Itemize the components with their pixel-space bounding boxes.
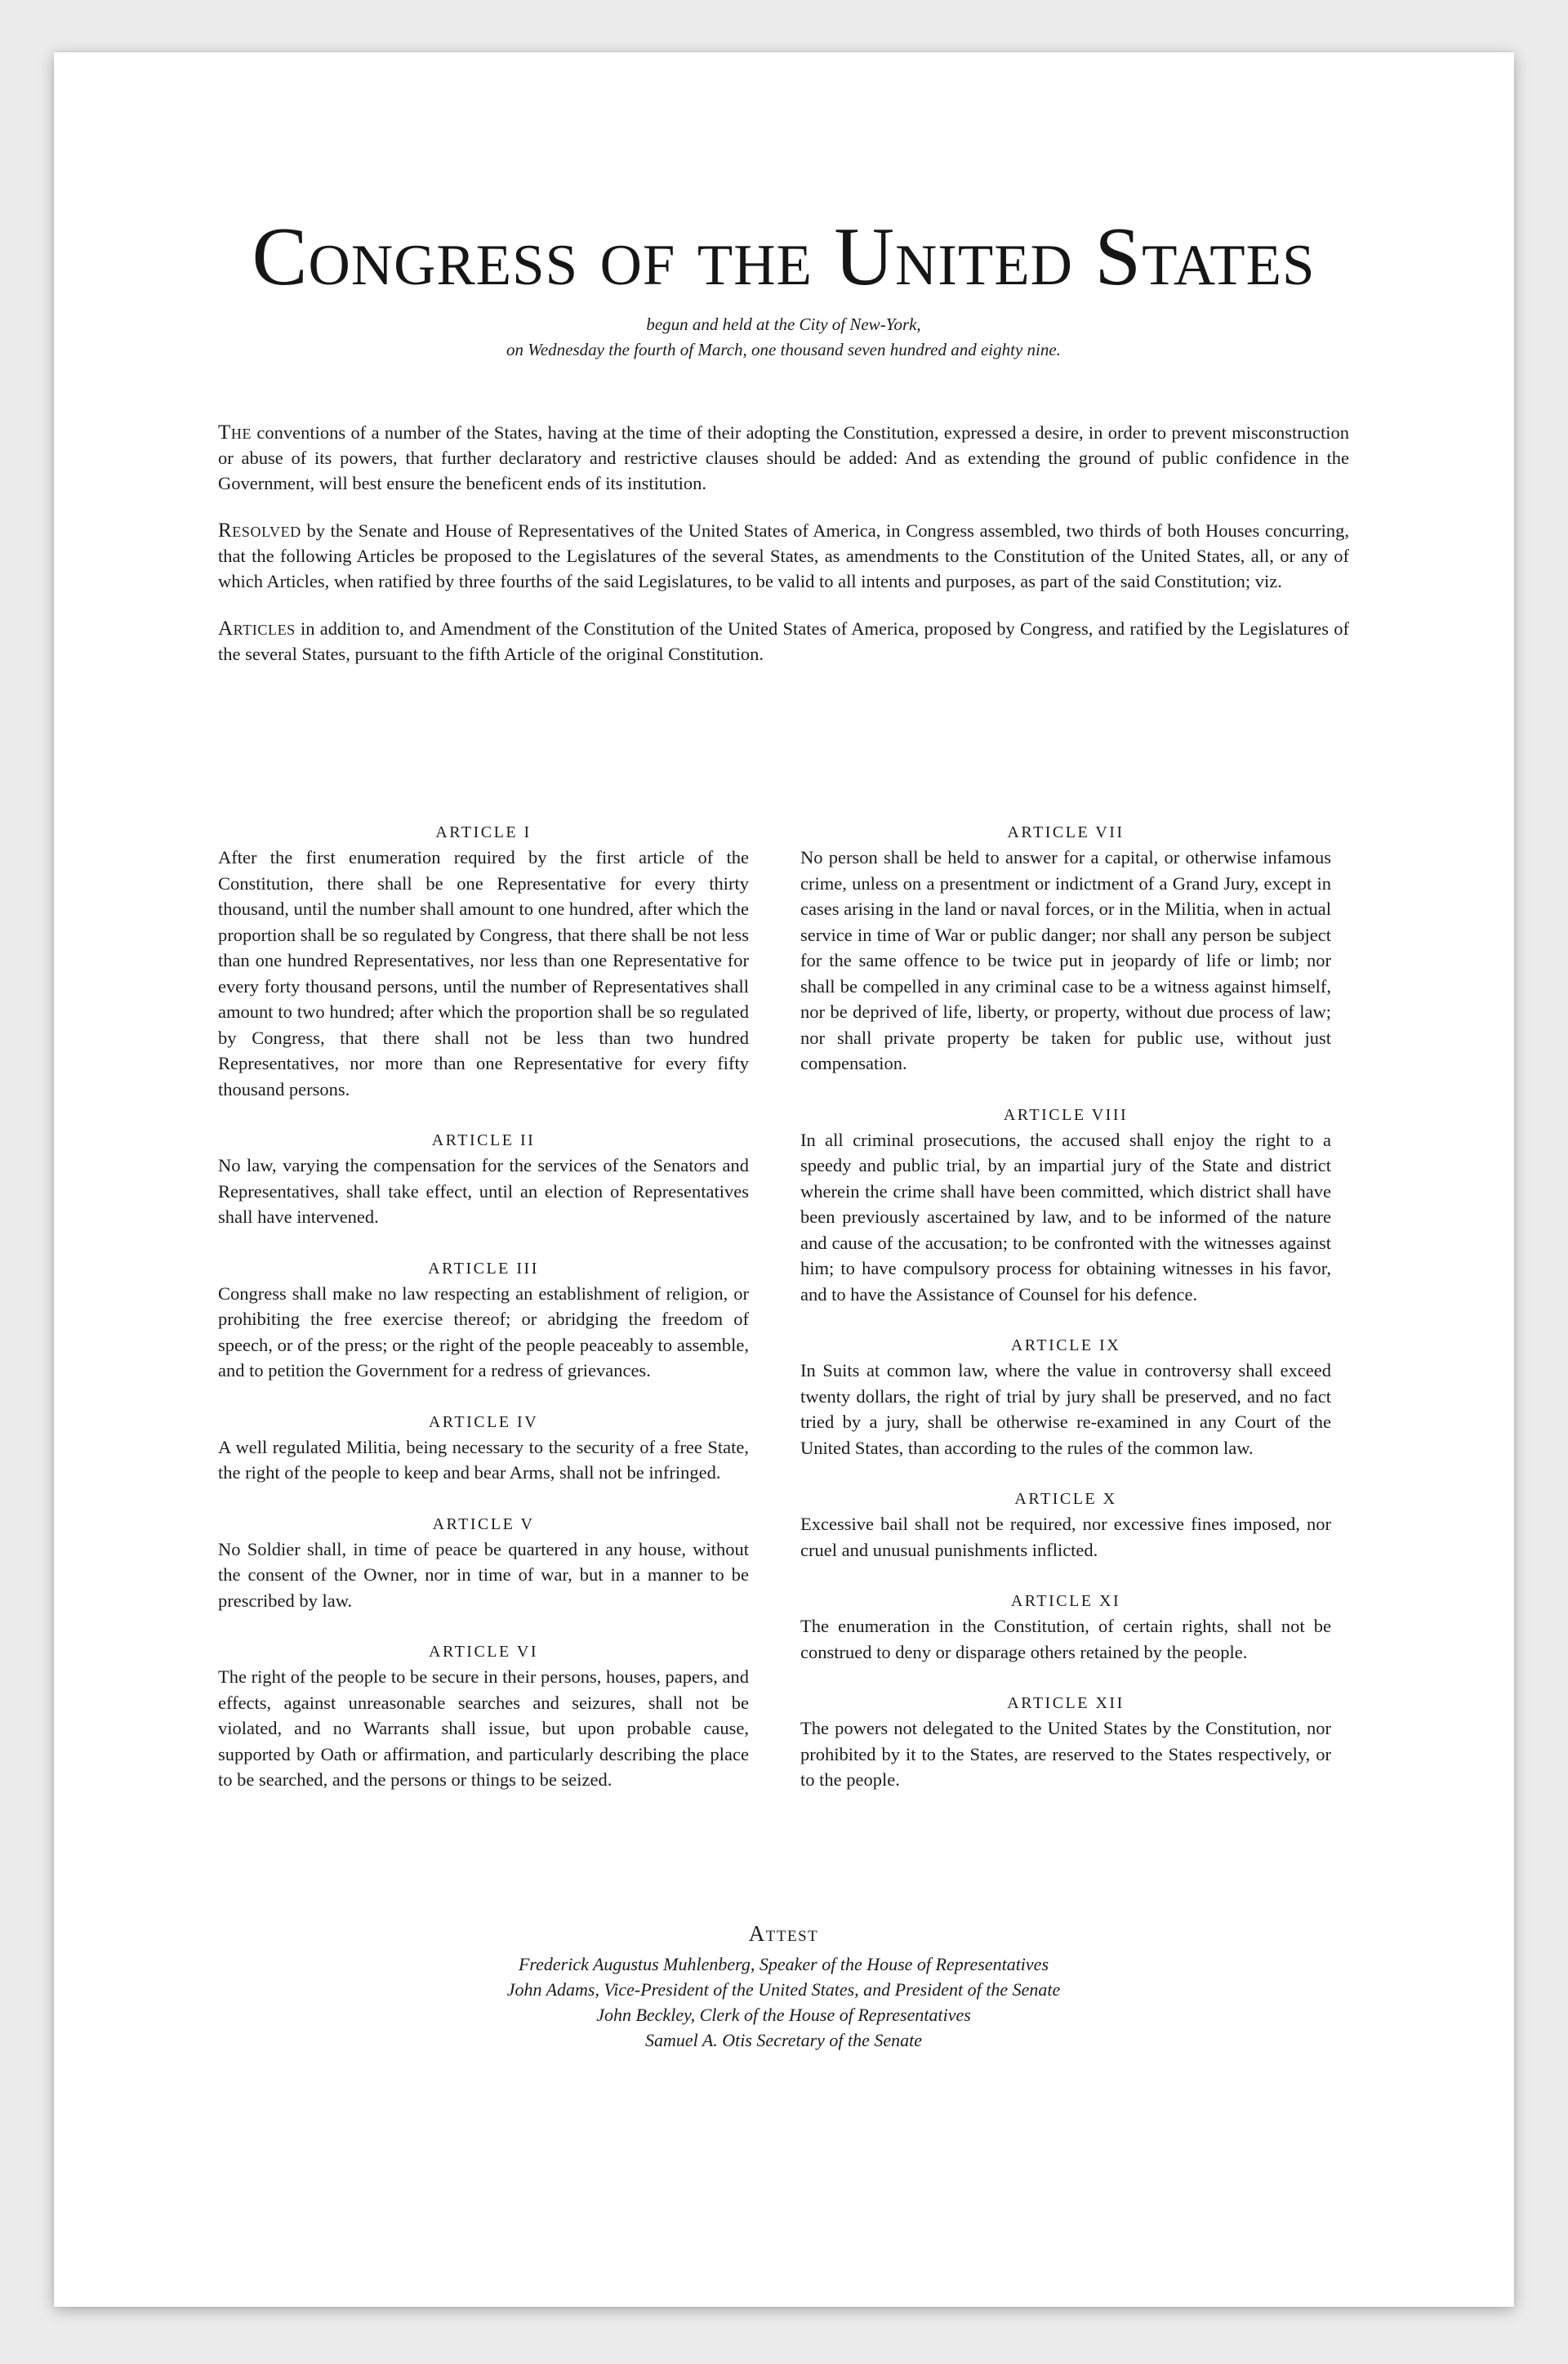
- paragraph-lead: The: [218, 422, 252, 444]
- attest-block: [218, 1919, 1349, 2053]
- article-text: In Suits at common law, where the value in controversy shall exceed twenty dollars, the right of trial by jury shall be preserved, and no fact tried by a jury, shall be otherwise re-examined in any Court of the United States, than according to the rules of the common law.: [800, 1360, 1331, 1458]
- article: [218, 1639, 749, 1793]
- paragraph-text: by the Senate and House of Representatives of the United States of America, in Congress assembled, two thirds of both Houses concurring, that the following Articles be proposed to the Legislatures of the several States, as amendments to the Constitution of the United States, all, or any of which Articles, when ratified by three fourths of the said Legislatures, to be valid to all intents and purposes, as part of the said Constitution; viz.: [218, 520, 1349, 591]
- article: [800, 1103, 1331, 1308]
- attest-heading: Attest: [748, 1921, 819, 1946]
- article-heading: ARTICLE III: [428, 1259, 539, 1278]
- preamble-paragraph: [218, 420, 1349, 496]
- signatory: John Beckley, Clerk of the House of Representatives: [596, 2005, 971, 2025]
- article-text: The enumeration in the Constitution, of certain rights, shall not be construed to deny or disparage others retained by the people.: [800, 1616, 1331, 1662]
- article-heading: ARTICLE I: [435, 823, 532, 841]
- article-text: After the first enumeration required by the first article of the Constitution, there shall be one Representative for every thirty thousand, until the number shall amount to one hundred, after which the proportion shall be so regulated by Congress, that there shall be not less than one hundred Representatives, nor less than one Representative for every forty thousand persons, until the number of Representatives shall amount to two hundred; after which the proportion shall be so regulated by Congress, that there shall not be less than two hundred Representatives, nor more than one Representative for every fifty thousand persons.: [218, 847, 749, 1099]
- article: [218, 1256, 749, 1384]
- article: [800, 1589, 1331, 1665]
- article: [800, 820, 1331, 1077]
- article: [218, 1410, 749, 1486]
- article-heading: ARTICLE XII: [1007, 1694, 1125, 1712]
- signatory: John Adams, Vice-President of the United States, and President of the Senate: [506, 1979, 1061, 2000]
- article-heading: ARTICLE IV: [428, 1412, 539, 1431]
- signatory: Samuel A. Otis Secretary of the Senate: [644, 2030, 923, 2050]
- document-subtitle: [218, 312, 1349, 363]
- article-text: No law, varying the compensation for the services of the Senators and Representatives, shall take effect, until an election of Representatives shall have intervened.: [218, 1155, 749, 1227]
- article-text: Congress shall make no law respecting an establishment of religion, or prohibiting the free exercise thereof; or abridging the freedom of speech, or of the press; or the right of the people peaceably to assemble, and to petition the Government for a redress of grievances.: [218, 1282, 749, 1380]
- article-heading: ARTICLE VIII: [1003, 1105, 1129, 1124]
- paragraph-text: in addition to, and Amendment of the Constitution of the United States of America, proposed by Congress, and ratified by the Legislatures of the several States, pursuant to the fifth Article of the original Constitution.: [218, 618, 1349, 664]
- article-heading: ARTICLE V: [432, 1514, 535, 1533]
- article-text: The right of the people to be secure in their persons, houses, papers, and effects, against unreasonable searches and seizures, shall not be violated, and no Warrants shall issue, but upon probable cause, supported by Oath or affirmation, and particularly describing the place to be searched, and the persons or things to be seized.: [218, 1666, 749, 1790]
- article-heading: ARTICLE VI: [429, 1643, 538, 1661]
- paragraph-lead: Resolved: [218, 520, 301, 542]
- article-heading: ARTICLE II: [431, 1131, 536, 1149]
- subtitle-line: begun and held at the City of New-York,: [646, 314, 921, 334]
- article: [218, 1128, 749, 1230]
- paragraph-text: conventions of a number of the States, having at the time of their adopting the Constitution, expressed a desire, in order to prevent misconstruction or abuse of its powers, that further declaratory and restrictive clauses should be added: And as extending the ground of public confidence in the Government, will best ensure the beneficent ends of its institution.: [218, 422, 1349, 493]
- article-text: A well regulated Militia, being necessary to the security of a free State, the right of the people to keep and bear Arms, shall not be infringed.: [218, 1436, 749, 1483]
- preamble: [218, 420, 1349, 689]
- article-text: Excessive bail shall not be required, nor excessive fines imposed, nor cruel and unusual punishments inflicted.: [800, 1514, 1331, 1560]
- article-text: No person shall be held to answer for a capital, or otherwise infamous crime, unless on a presentment or indictment of a Grand Jury, except in cases arising in the land or naval forces, or in the Militia, when in actual service in time of War or public danger; nor shall any person be subject for the same offence to be twice put in jeopardy of life or limb; nor shall be compelled in any criminal case to be a witness against himself, nor be deprived of life, liberty, or property, without due process of law; nor shall private property be taken for public use, without just compensation.: [800, 847, 1331, 1073]
- preamble-paragraph: [218, 616, 1349, 667]
- preamble-paragraph: [218, 518, 1349, 594]
- article-text: No Soldier shall, in time of peace be quartered in any house, without the consent of the Owner, nor in time of war, but in a manner to be prescribed by law.: [218, 1538, 749, 1611]
- articles-right-column: [800, 820, 1331, 1819]
- document-page: [54, 52, 1514, 2307]
- article-heading: ARTICLE X: [1014, 1490, 1117, 1508]
- article: [800, 1691, 1331, 1793]
- article-text: The powers not delegated to the United States by the Constitution, nor prohibited by it to the States, are reserved to the States respectively, or to the people.: [800, 1718, 1331, 1790]
- article: [800, 1487, 1331, 1563]
- articles-left-column: [218, 820, 749, 1819]
- signatory: Frederick Augustus Muhlenberg, Speaker of the House of Representatives: [518, 1954, 1049, 1974]
- article-text: In all criminal prosecutions, the accused shall enjoy the right to a speedy and public trial, by an impartial jury of the State and district wherein the crime shall have been committed, which district shall have been previously ascertained by law, and to be informed of the nature and cause of the accusation; to be confronted with the witnesses against him; to have compulsory process for obtaining witnesses in his favor, and to have the Assistance of Counsel for his defence.: [800, 1129, 1331, 1305]
- article-heading: ARTICLE IX: [1010, 1336, 1121, 1354]
- document-title: Congress of the United States: [252, 211, 1316, 303]
- article: [800, 1333, 1331, 1461]
- paragraph-lead: Articles: [218, 618, 296, 640]
- article-heading: ARTICLE XI: [1010, 1592, 1121, 1610]
- article-heading: ARTICLE VII: [1007, 823, 1125, 841]
- subtitle-line: on Wednesday the fourth of March, one thousand seven hundred and eighty nine.: [506, 340, 1061, 359]
- article: [218, 820, 749, 1102]
- article: [218, 1512, 749, 1614]
